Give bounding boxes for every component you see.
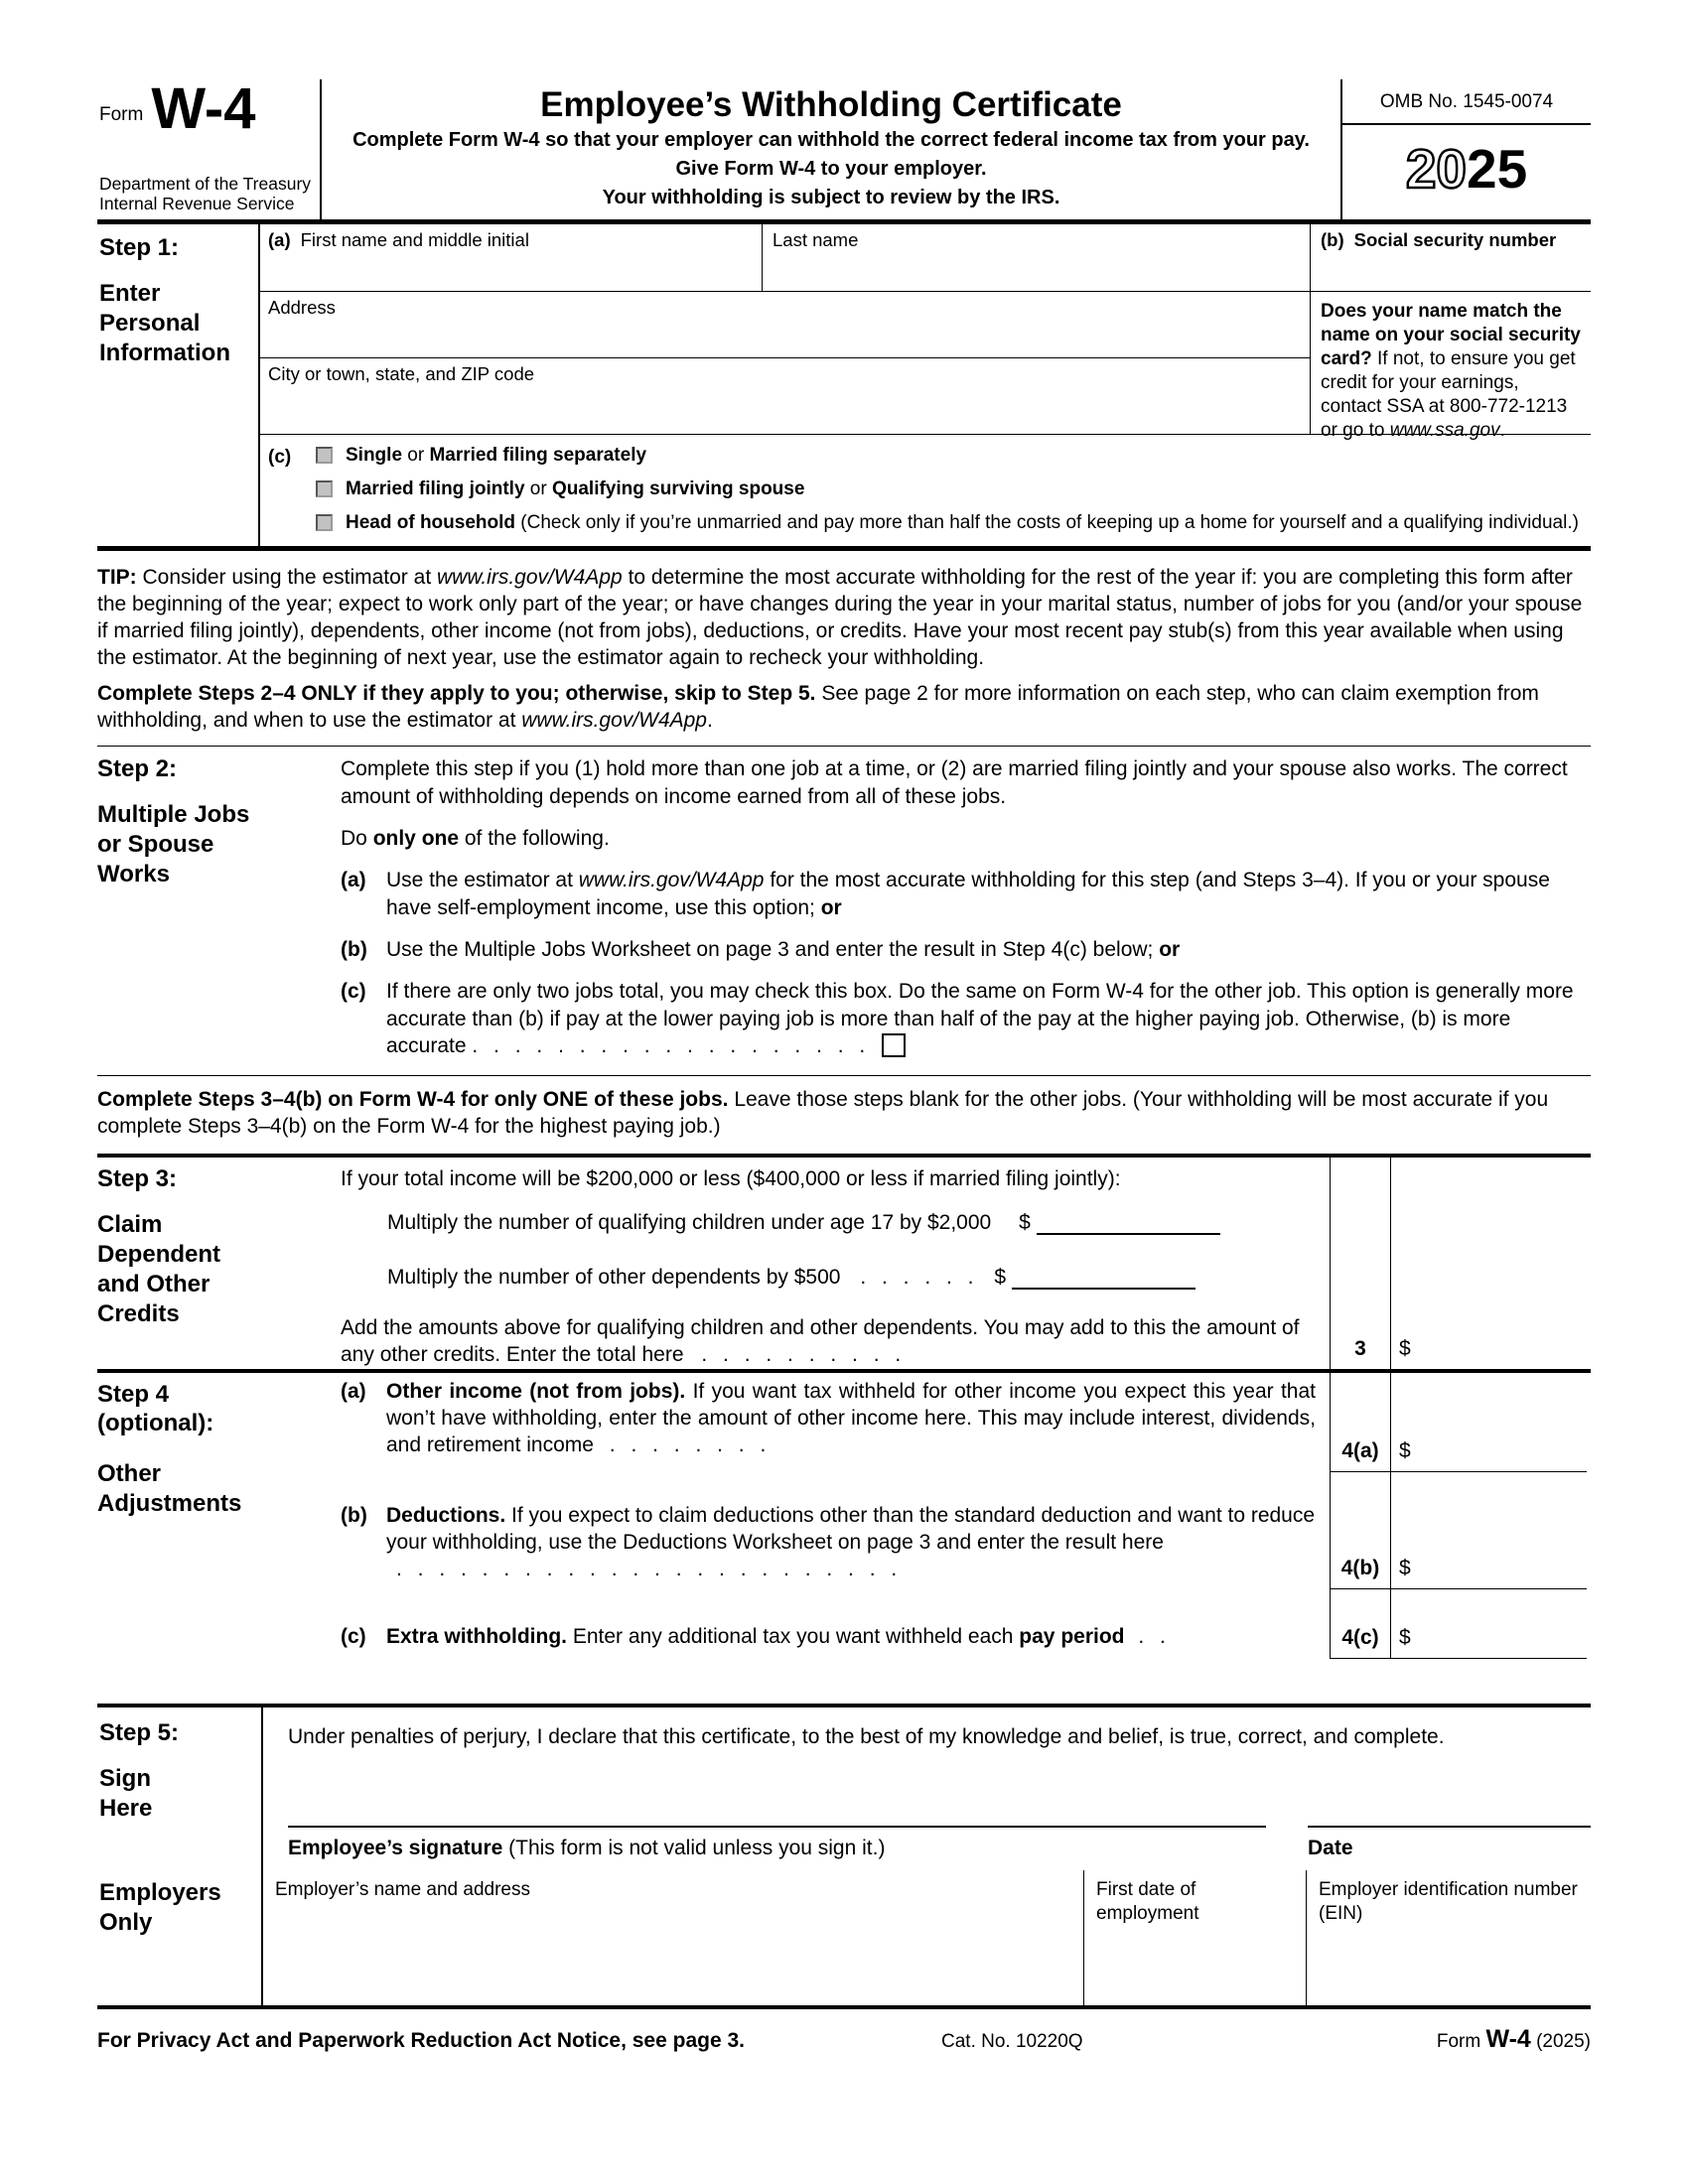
department-line2: Internal Revenue Service xyxy=(99,194,295,214)
step2-label: Step 2: xyxy=(97,755,178,783)
employee-signature-field[interactable] xyxy=(288,1826,1266,1860)
step5-section xyxy=(97,1704,1591,1870)
complete-steps-3-4b-paragraph: Complete Steps 3–4(b) on Form W-4 for only ONE of these jobs. Leave those steps blank for the other jobs. (Your withholding will be most accurate if you complete Steps 3–4(b) on the Form W-4 for the highest paying job.) xyxy=(97,1075,1591,1154)
step2-option-a: (a) Use the estimator at www.irs.gov/W4App for the most accurate withholding for this step (and Steps 3–4). If you or your spouse have self-employment income, use this option; or xyxy=(341,867,1591,921)
step5-sublabel: Sign Here xyxy=(99,1764,153,1822)
step3-total-row: Add the amounts above for qualifying children and other dependents. You may add to this the amount of any other credits. Enter the total here . . . . . . . . . . xyxy=(341,1316,1300,1367)
qualifying-children-amount-input[interactable] xyxy=(1037,1209,1220,1235)
first-name-tag: (a) xyxy=(268,229,291,250)
step3-other-dependents-row: Multiply the number of other dependents by $500 . . . . . . $ xyxy=(387,1264,1316,1291)
filing-status-tag: (c) xyxy=(268,447,292,468)
first-name-label: First name and middle initial xyxy=(300,229,529,250)
signature-label: Employee’s signature xyxy=(288,1836,509,1859)
step2-estimator-url: www.irs.gov/W4App xyxy=(578,869,765,892)
form-subtitle-1: Complete Form W-4 so that your employer can withhold the correct federal income tax from your pay. xyxy=(352,129,1310,151)
step4-label: Step 4 (optional): xyxy=(97,1380,214,1436)
step1-sublabel: Enter Personal Information xyxy=(99,279,230,366)
step3-intro: If your total income will be $200,000 or less ($400,000 or less if married filing jointly): xyxy=(341,1167,1121,1191)
year-bold-digits: 25 xyxy=(1467,138,1528,200)
tip-estimator-url: www.irs.gov/W4App xyxy=(437,566,623,589)
signature-note: (This form is not valid unless you sign it.) xyxy=(508,1836,886,1859)
step2-option-a-text: Use the estimator at www.irs.gov/W4App for the most accurate withholding for this step (and Steps 3–4). If you or your spouse have self-employment income, use this option; or xyxy=(386,869,1550,919)
employer-name-address-field[interactable] xyxy=(263,1870,1084,2005)
complete-steps-2-4-paragraph: Complete Steps 2–4 ONLY if they apply to you; otherwise, skip to Step 5. See page 2 for more information on each step, who can claim exemption from withholding, and when to use the estimator at www.irs.gov/W4App. xyxy=(97,682,1539,733)
head-of-household-label: Head of household (Check only if you’re unmarried and pay more than half the costs of keeping up a home for yourself and a qualifying individual.) xyxy=(346,512,1579,533)
step2-content xyxy=(341,755,1591,1059)
step3-label-cell xyxy=(97,1158,341,1368)
step2-intro: Complete this step if you (1) hold more than one job at a time, or (2) are married filing jointly and your spouse also works. The correct amount of withholding depends on income earned from all of these jobs. xyxy=(341,757,1568,808)
signature-date-field[interactable] xyxy=(1308,1826,1591,1860)
employers-only-label: Employers Only xyxy=(97,1870,263,2005)
tip-lead: TIP: xyxy=(97,566,137,589)
perjury-declaration: Under penalties of perjury, I declare that this certificate, to the best of my knowledge and belief, is true, correct, and complete. xyxy=(288,1724,1445,1748)
step5-label-cell xyxy=(97,1707,263,1870)
dollar-sign: $ xyxy=(1399,1556,1411,1579)
form-number: W-4 xyxy=(151,76,256,141)
step3-qualifying-children-row: Multiply the number of qualifying children under age 17 by $2,000 $ xyxy=(387,1209,1316,1236)
single-checkbox[interactable] xyxy=(316,447,333,464)
step5-label: Step 5: xyxy=(99,1718,180,1746)
city-label: City or town, state, and ZIP code xyxy=(268,363,535,384)
step2-c-dot-leader: . . . . . . . . . . . . . . . . . . . xyxy=(472,1033,871,1057)
step4-label-cell xyxy=(97,1373,341,1659)
step1-fields xyxy=(260,224,1591,546)
omb-number: OMB No. 1545-0074 xyxy=(1342,79,1591,125)
step4b-amount-box[interactable] xyxy=(1391,1472,1587,1589)
step2-option-b: (b) Use the Multiple Jobs Worksheet on page 3 and enter the result in Step 4(c) below; or xyxy=(341,936,1591,963)
step3-sublabel: Claim Dependent and Other Credits xyxy=(97,1211,221,1328)
ssa-name-match-note xyxy=(1311,292,1591,441)
catalog-number: Cat. No. 10220Q xyxy=(941,2030,1083,2052)
dollar-sign: $ xyxy=(1399,1336,1411,1360)
step4a-row xyxy=(341,1373,1688,1472)
step2-option-b-text: Use the Multiple Jobs Worksheet on page 3 and enter the result in Step 4(c) below; or xyxy=(386,937,1181,961)
form-id-block xyxy=(97,76,320,219)
date-label: Date xyxy=(1308,1836,1353,1859)
married-jointly-checkbox[interactable] xyxy=(316,480,333,497)
step3-content xyxy=(341,1158,1330,1368)
married-jointly-label: Married filing jointly or Qualifying surviving spouse xyxy=(346,478,805,499)
single-label: Single or Married filing separately xyxy=(346,445,647,466)
form-year xyxy=(1342,125,1591,201)
step4-rows xyxy=(341,1373,1688,1659)
step4c-text: (c) Extra withholding. Enter any additional tax you want withheld each pay period . . xyxy=(341,1624,1171,1648)
filing-status-row-hoh xyxy=(316,512,1591,534)
step3-section xyxy=(97,1154,1591,1368)
step4c-line-number: 4(c) xyxy=(1330,1589,1391,1659)
step2-sublabel: Multiple Jobs or Spouse Works xyxy=(97,801,250,888)
other-dependents-amount-input[interactable] xyxy=(1012,1264,1196,1290)
department-block xyxy=(99,174,311,214)
step3-line-number: 3 xyxy=(1330,1158,1391,1368)
form-title-block xyxy=(320,79,1342,219)
ein-label: Employer identification number (EIN) xyxy=(1319,1878,1578,1925)
first-date-employment-field[interactable] xyxy=(1084,1870,1307,2005)
ssa-note-period: . xyxy=(1499,419,1505,441)
year-outline-digits: 20 xyxy=(1405,138,1467,200)
ssn-label: Social security number xyxy=(1353,229,1557,250)
footer-form-number: W-4 xyxy=(1485,2024,1531,2053)
ssn-field[interactable] xyxy=(1311,224,1591,292)
filing-status-section xyxy=(260,435,1591,546)
form-title: Employee’s Withholding Certificate xyxy=(540,85,1122,124)
step4a-text: (a) Other income (not from jobs). If you want tax withheld for other income you expect this year that won’t have withholding, enter the amount of other income here. This may include interest, dividends, and retirement income . . . . . . . . xyxy=(341,1379,1317,1457)
first-date-employment-label: First date of employment xyxy=(1096,1878,1199,1925)
address-field[interactable] xyxy=(260,292,1311,358)
dollar-sign: $ xyxy=(1399,1625,1411,1649)
form-word: Form xyxy=(99,104,144,126)
department-line1: Department of the Treasury xyxy=(99,173,312,194)
step2-option-c-text: If there are only two jobs total, you may check this box. Do the same on Form W-4 for the other job. This option is generally more accurate than (b) if pay at the lower paying job is more than half of the pay at the higher paying job. Otherwise, (b) is more accurate . . . . . . . . . . . . . . . . . . . xyxy=(386,980,1574,1057)
ssa-note-text: If not, to ensure you get credit for your earnings, contact SSA at 800-772-1213 or go to xyxy=(1321,347,1576,441)
employers-only-section xyxy=(97,1870,1591,2009)
tip-paragraph: TIP: Consider using the estimator at www.irs.gov/W4App to determine the most accurate withholding for the rest of the year if: you are completing this form after the beginning of the year; expect to work only part of the year; or have changes during the year in your marital status, number of jobs for you (and/or your spouse if married filing jointly), dependents, other income (not from jobs), deductions, or credits. Have your most recent pay stub(s) from this year available when using the estimator. At the beginning of next year, use the estimator again to recheck your withholding. xyxy=(97,566,1583,670)
form-subtitle-2: Give Form W-4 to your employer. xyxy=(675,158,987,180)
step4c-amount-box[interactable] xyxy=(1391,1589,1587,1659)
step4b-line-number: 4(b) xyxy=(1330,1472,1391,1589)
step4b-row xyxy=(341,1472,1688,1589)
last-name-field[interactable] xyxy=(763,224,1311,292)
form-header xyxy=(97,76,1591,224)
step4a-line-number: 4(a) xyxy=(1330,1373,1391,1472)
last-name-label: Last name xyxy=(773,229,859,250)
dollar-sign: $ xyxy=(1399,1438,1411,1462)
step3-label: Step 3: xyxy=(97,1165,178,1193)
ssn-tag: (b) xyxy=(1321,229,1344,250)
privacy-act-notice: For Privacy Act and Paperwork Reduction Act Notice, see page 3. xyxy=(97,2028,745,2052)
step4b-text: (b) Deductions. If you expect to claim deductions other than the standard deduction and want to reduce your withholding, use the Deductions Worksheet on page 3 and enter the result here . . . . . . . . . . . . . . . . . . . . . . . . xyxy=(341,1503,1316,1581)
ssa-url: www.ssa.gov xyxy=(1389,419,1500,441)
step5-content xyxy=(263,1707,1591,1870)
step4-section xyxy=(97,1369,1591,1659)
step2-do-only-one: Do only one of the following. xyxy=(341,827,610,851)
page-footer xyxy=(97,2025,1591,2054)
two-jobs-checkbox[interactable] xyxy=(882,1033,906,1057)
filing-status-row-married xyxy=(316,478,1591,500)
step4c-row xyxy=(341,1589,1688,1659)
city-field[interactable] xyxy=(260,358,1311,434)
ein-field[interactable] xyxy=(1307,1870,1591,2005)
filing-status-row-single xyxy=(316,445,1591,467)
step1-label: Step 1: xyxy=(99,234,180,261)
step2-label-cell xyxy=(97,755,341,1059)
steps24-estimator-url: www.irs.gov/W4App xyxy=(521,709,707,733)
step4-sublabel: Other Adjustments xyxy=(97,1460,242,1518)
address-label: Address xyxy=(268,297,336,318)
step1-section xyxy=(97,224,1591,551)
step2-option-c: (c) If there are only two jobs total, you may check this box. Do the same on Form W-4 for the other job. This option is generally more accurate than (b) if pay at the lower paying job is more than half of the pay at the higher paying job. Otherwise, (b) is more accurate . . . . . . . . . . . . . . . . . . . xyxy=(341,978,1591,1059)
omb-year-block xyxy=(1342,79,1591,219)
employer-name-address-label: Employer’s name and address xyxy=(275,1878,530,1900)
first-name-field[interactable] xyxy=(260,224,763,292)
form-subtitle-3: Your withholding is subject to review by the IRS. xyxy=(602,187,1060,208)
step1-label-cell xyxy=(97,224,260,546)
blank-space xyxy=(97,1659,1591,1704)
step4a-amount-box[interactable] xyxy=(1391,1373,1587,1472)
head-of-household-checkbox[interactable] xyxy=(316,514,333,531)
step3-amount-box[interactable] xyxy=(1391,1158,1587,1368)
step2-section xyxy=(97,746,1591,1059)
ssa-note-bold: Does your name match the name on your social security card? xyxy=(1321,301,1581,369)
footer-form-id: Form W-4 (2025) xyxy=(1436,2024,1591,2053)
